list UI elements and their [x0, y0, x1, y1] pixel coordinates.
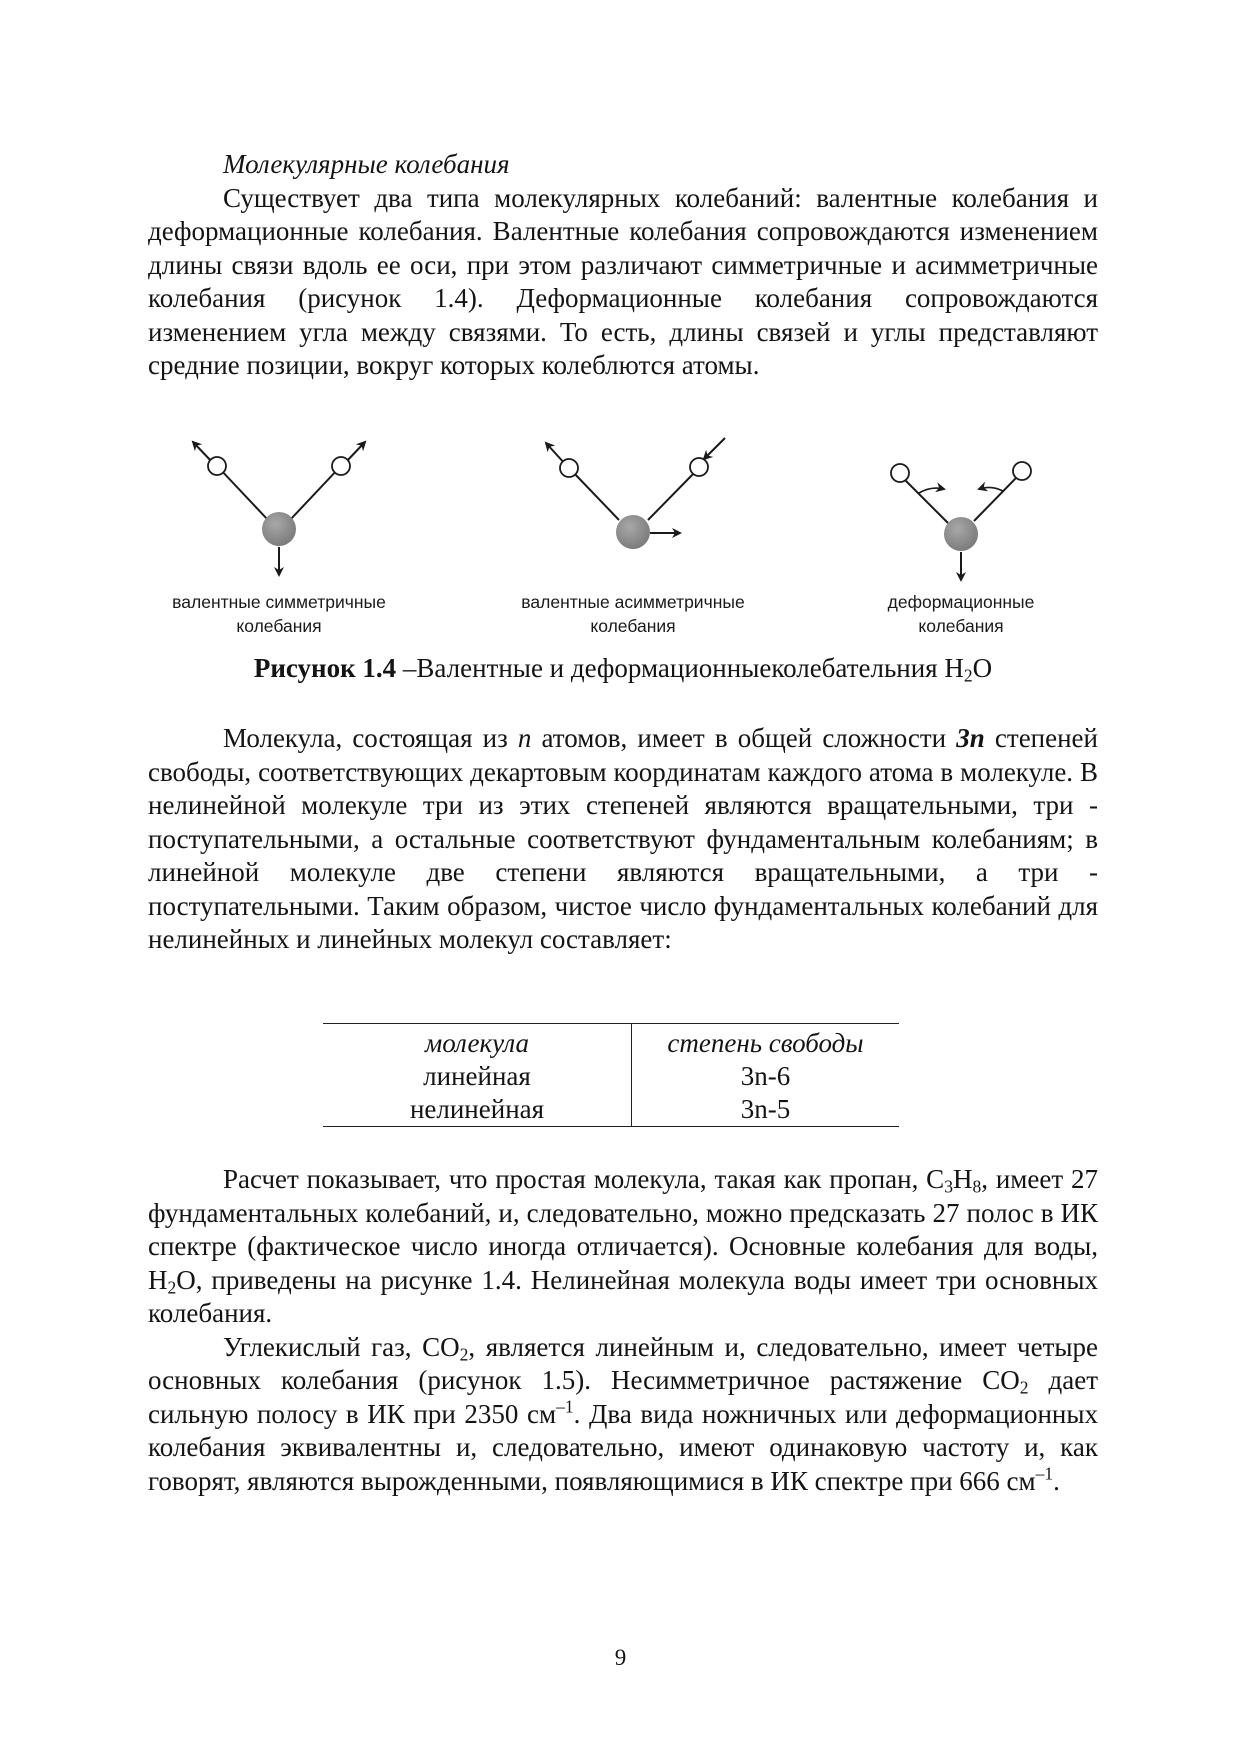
table-header-row: [323, 1024, 899, 1061]
figure-1-4: [148, 425, 1098, 650]
cell-molecule: нелинейная: [323, 1093, 632, 1127]
symmetric-stretch-diagram: [193, 442, 365, 575]
superscript: –1: [1035, 1462, 1054, 1483]
text-run: , имеет 27 фундаментальных колебаний, и, следовательно, можно предсказать 27 полос в ИК спектре (фактическое число иногда отличается). Основные колебания для воды, H: [148, 1164, 1098, 1295]
bold-3n: 3n: [956, 723, 985, 753]
subscript: 2: [1019, 1377, 1029, 1398]
paragraph-1: Существует два типа молекулярных колебаний: валентные колебания и деформационные колебания. Валентные колебания сопровождаются изменением длины связи вдоль ее оси, при этом различают симметричные и асимметричные колебания (рисунок 1.4). Деформационные колебания сопровождаются изменением угла между связями. То есть, длины связей и углы представляют средние позиции, вокруг которых колеблются атомы.: [148, 182, 1098, 380]
table-row: [323, 1060, 899, 1093]
label-bending: [861, 590, 1061, 638]
table-row: [323, 1093, 899, 1127]
caption-number: Рисунок 1.4: [253, 653, 397, 683]
text-run: . Два вида ножничных или деформационных колебания эквивалентны и, следовательно, имеют одинаковую частоту и, как говорят, являются вырожденными, появляющимися в ИК спектре при 666 см: [148, 1398, 1098, 1496]
paragraph-3: [148, 1163, 1098, 1331]
text-run: степеней свободы, соответствующих декартовым координатам каждого атома в молекуле. В нелинейной молекуле три из этих степеней являются вращательными, три - поступательными, а остальные соответствуют фундаментальным колебаниям; в линейной молекуле две степени являются вращательными, а три - поступательными. Таким образом, чистое число фундаментальных колебаний для нелинейных и линейных молекул составляет:: [148, 723, 1098, 954]
text-run: Расчет показывает, что простая молекула, такая как пропан, C: [223, 1164, 945, 1194]
cell-dof: 3n-6: [740, 1061, 791, 1091]
paragraph-2: [148, 722, 1098, 957]
label-line: колебания: [590, 616, 676, 636]
degrees-of-freedom-text: [148, 722, 1098, 957]
text-run: атомов, имеет в общей сложности: [531, 723, 957, 753]
text-run: H: [952, 1164, 973, 1194]
section-intro: [148, 148, 1098, 383]
subscript: 8: [972, 1176, 982, 1197]
paragraph-4: [148, 1331, 1098, 1499]
text-run: дает сильную полосу в ИК при 2350 см: [148, 1365, 1099, 1429]
italic-n: n: [517, 723, 532, 753]
subscript: 3: [944, 1176, 953, 1197]
figure-caption: [148, 652, 1098, 686]
text-run: O, приведены на рисунке 1.4. Нелинейная молекула воды имеет три основных колебания.: [148, 1264, 1098, 1328]
header-dof: степень свободы: [667, 1028, 864, 1058]
subscript: 2: [167, 1276, 177, 1297]
text-run: , является линейным и, следовательно, имеет четыре основных колебания (рисунок 1.5). Несимметричное растяжение CO: [148, 1331, 1099, 1395]
label-line: деформационные: [887, 592, 1035, 612]
label-line: валентные асимметричные: [521, 592, 745, 612]
cell-molecule: линейная: [323, 1060, 632, 1093]
degrees-of-freedom-table: [323, 1023, 899, 1127]
page-number: 9: [614, 1645, 627, 1670]
text-run: Углекислый газ, CO: [223, 1331, 460, 1362]
header-molecule: молекула: [323, 1024, 632, 1061]
subscript: 2: [459, 1343, 469, 1364]
label-asymmetric-stretch: [488, 590, 778, 638]
label-line: валентные симметричные: [172, 592, 386, 612]
subheading: Молекулярные колебания: [223, 149, 510, 179]
caption-subscript: 2: [963, 665, 973, 686]
asymmetric-stretch-diagram: [546, 438, 725, 549]
text-run: Молекула, состоящая из: [223, 723, 518, 753]
label-symmetric-stretch: [148, 590, 410, 638]
superscript: –1: [556, 1395, 574, 1416]
caption-tail: O: [972, 653, 993, 683]
label-line: колебания: [918, 616, 1004, 636]
bending-diagram: [891, 462, 1031, 580]
examples-text: [148, 1163, 1098, 1498]
cell-dof: 3n-5: [740, 1094, 791, 1124]
label-line: колебания: [236, 616, 322, 636]
caption-text: –Валентные и деформационныеколебательния H: [396, 653, 964, 683]
text-run: .: [1053, 1465, 1060, 1496]
